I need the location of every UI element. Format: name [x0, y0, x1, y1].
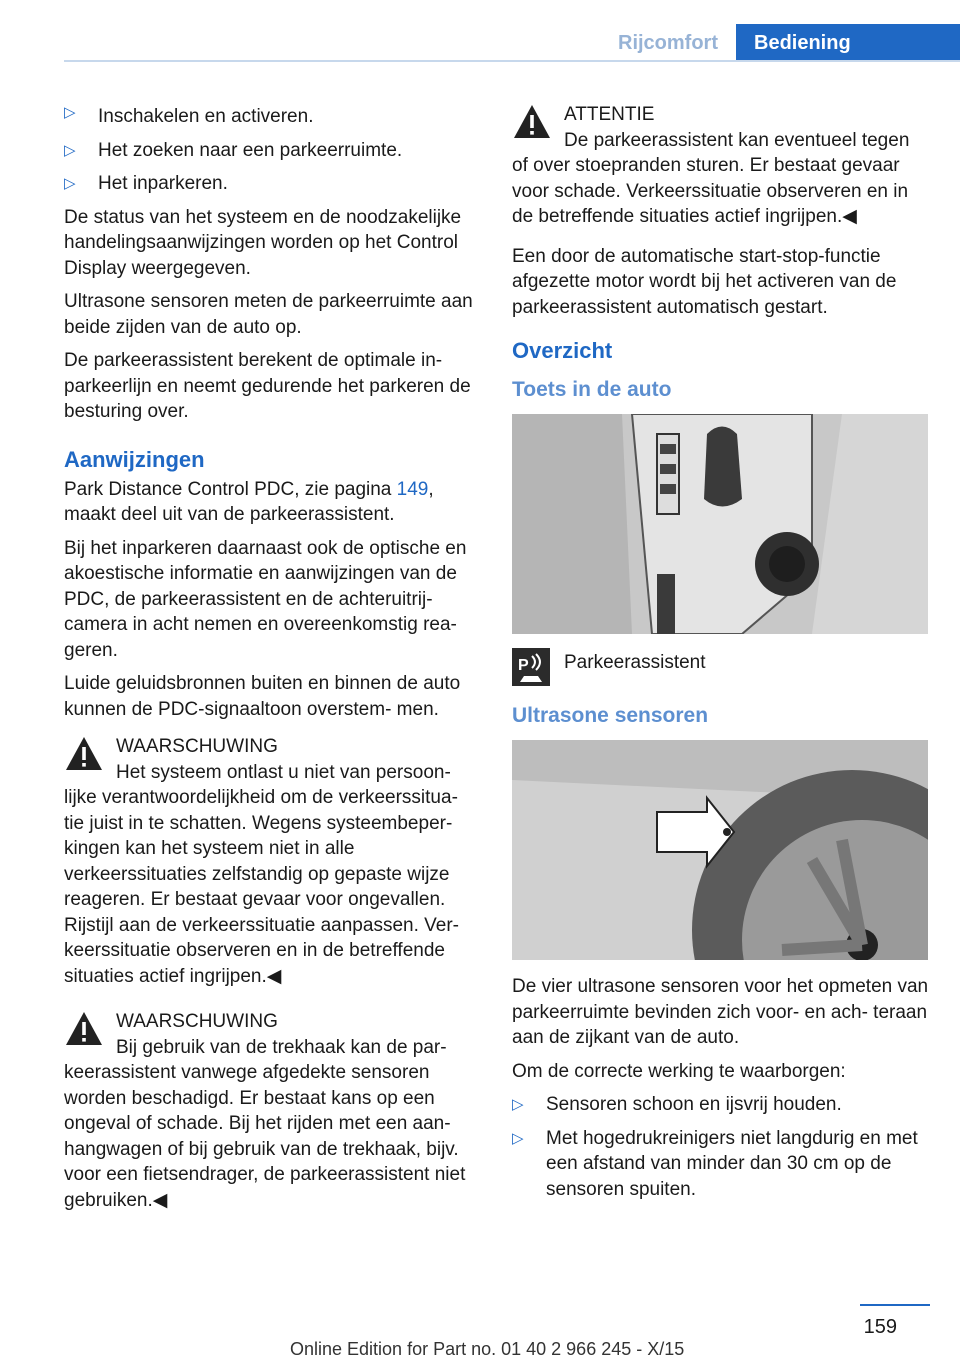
chapter-tab: Bediening: [736, 24, 960, 62]
image-caption: Parkeerassistent: [564, 652, 706, 673]
list-item: ▷ Sensoren schoon en ijsvrij houden.: [512, 1092, 930, 1118]
warning-text: lijke verantwoordelijkheid om de verkeerssitua‐ tie juist in te schatten. Wegens systeembeper‐ kingen kan het systeem niet in alle verkeerssituaties zelfstandig op gepaste wijze reageren. Er bestaat gevaar voor ongevallen. Rijstijl aan de verkeerssituatie aanpassen. Ver‐ keerssituatie observeren en in de betreffende situaties actief ingrijpen.◀: [64, 787, 459, 987]
pdc-paragraph: Park Distance Control PDC, zie pagina 149, maakt deel uit van de parkeerassistent.: [64, 478, 434, 525]
svg-text:P: P: [518, 657, 529, 674]
attention-block: [512, 102, 930, 230]
warning-block: [64, 1009, 482, 1213]
edition-note: Online Edition for Part no. 01 40 2 966 245 - X/15: [290, 1339, 685, 1359]
section-heading: Overzicht: [512, 338, 613, 363]
subsection-heading: Toets in de auto: [512, 378, 672, 401]
paragraph: Een door de automatische start-stop-functie afgezette motor wordt bij het activeren van de parkeerassistent automatisch gestart.: [512, 245, 897, 318]
warning-title: WAARSCHUWING: [116, 1011, 278, 1032]
paragraph: De parkeerassistent berekent de optimale in‐ parkeerlijn en neemt gedurende het parkeren de besturing over.: [64, 350, 471, 422]
subsection-heading: Ultrasone sensoren: [512, 704, 709, 727]
paragraph: De vier ultrasone sensoren voor het opmeten van parkeerruimte bevinden zich voor- en ach‐ teraan aan de zijkant van de auto.: [512, 976, 929, 1048]
sensor-image: [512, 740, 928, 960]
parking-assistant-icon: [512, 648, 550, 686]
warning-text: keerassistent vanwege afgedekte sensoren worden beschadigd. Er bestaat kans op een ongeval of schade. Bij het rijden met een aan‐ hangwagen of bij gebruik van de trekhaak, bijv. voor een fietsendrager, de parkeerassistent niet gebruiken.◀: [64, 1062, 466, 1211]
list-item: ▷ Het zoeken naar een parkeerruimte.: [64, 138, 482, 164]
paragraph: Ultrasone sensoren meten de parkeerruimte aan beide zijden van de auto op.: [64, 291, 473, 338]
bullet-triangle-icon: ▷: [64, 104, 76, 121]
bullet-triangle-icon: ▷: [512, 1096, 524, 1113]
warning-icon: [512, 102, 552, 142]
page-header: [64, 24, 960, 62]
paragraph: Luide geluidsbronnen buiten en binnen de auto kunnen de PDC-signaaltoon overstem‐ men.: [64, 673, 461, 720]
paragraph: Om de correcte werking te waarborgen:: [512, 1060, 846, 1082]
warning-icon: [64, 1009, 104, 1049]
list-item: ▷ Het inparkeren.: [64, 171, 482, 197]
section-heading: Aanwijzingen: [64, 446, 205, 472]
left-column: [64, 100, 482, 1223]
console-image: [512, 414, 928, 634]
warning-text: Bij gebruik van de trekhaak kan de par‐: [116, 1036, 447, 1058]
warning-title: WAARSCHUWING: [116, 736, 278, 757]
bullet-triangle-icon: ▷: [64, 175, 76, 192]
attention-title: ATTENTIE: [564, 104, 655, 125]
right-column: [512, 100, 930, 1210]
warning-text: Het systeem ontlast u niet van persoon‐: [116, 761, 451, 783]
attention-text: of over stoepranden sturen. Er bestaat gevaar voor schade. Verkeerssituatie observeren en in de betreffende situaties actief ingrijpen.◀: [512, 155, 909, 227]
paragraph: De status van het systeem en de noodzakelijke handelingsaanwijzingen worden op het Control Display weergegeven.: [64, 206, 462, 279]
page-link[interactable]: 149: [396, 478, 429, 500]
warning-block: [64, 734, 482, 989]
section-tab: Rijcomfort: [618, 32, 718, 54]
sensor-illustration: [512, 740, 928, 960]
paragraph: Bij het inparkeren daarnaast ook de optische en akoestische informatie en aanwijzingen van de PDC, de parkeerassistent en de achteruitrij‐ camera in acht nemen en overeenkomstig rea‐ geren.: [64, 537, 467, 661]
warning-icon: [64, 734, 104, 774]
page-number: 159: [863, 1316, 897, 1338]
attention-text: De parkeerassistent kan eventueel tegen: [564, 129, 910, 151]
bullet-triangle-icon: ▷: [64, 141, 76, 159]
caption-row: [512, 648, 930, 686]
bullet-triangle-icon: ▷: [512, 1129, 524, 1147]
header-rule: [64, 60, 960, 62]
list-item: ▷ Inschakelen en activeren.: [64, 100, 482, 130]
footer-rule: [860, 1304, 930, 1306]
list-item: ▷ Met hogedrukreinigers niet langdurig en met een afstand van minder dan 30 cm op de sensoren spuiten.: [512, 1127, 918, 1200]
console-illustration: [512, 414, 928, 634]
